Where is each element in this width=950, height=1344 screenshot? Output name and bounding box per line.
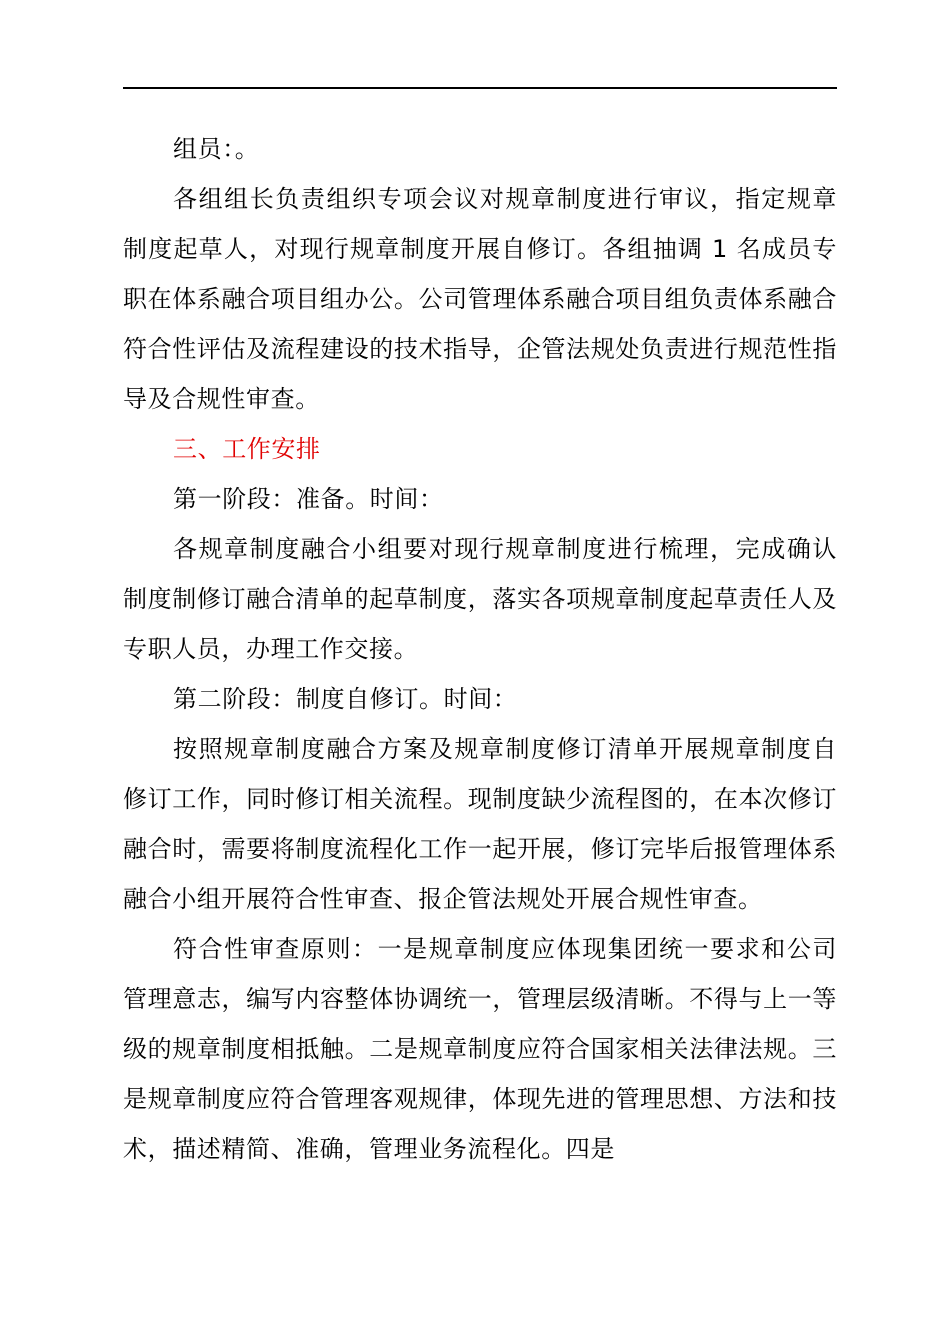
paragraph-phase-two-title: 第二阶段：制度自修订。时间： xyxy=(173,685,518,713)
paragraph-responsibilities: 各组组长负责组织专项会议对规章制度进行审议，指定规章制度起草人，对现行规章制度开展自修订。各组抽调 1 名成员专职在体系融合项目组办公。公司管理体系融合项目组负责体系融合符合性评估及流程建设的技术指导，企管法规处负责进行规范性指导及合规性审查。 xyxy=(123,185,837,413)
paragraph-members: 组员：。 xyxy=(173,135,260,163)
document-body xyxy=(123,124,837,1174)
paragraph-phase-two-body: 按照规章制度融合方案及规章制度修订清单开展规章制度自修订工作，同时修订相关流程。现制度缺少流程图的，在本次修订融合时，需要将制度流程化工作一起开展，修订完毕后报管理体系融合小组开展符合性审查、报企管法规处开展合规性审查。 xyxy=(123,735,837,913)
paragraph-phase-one-body: 各规章制度融合小组要对现行规章制度进行梳理，完成确认制度制修订融合清单的起草制度，落实各项规章制度起草责任人及专职人员，办理工作交接。 xyxy=(123,535,837,663)
paragraph-phase-one-title: 第一阶段：准备。时间： xyxy=(173,485,444,513)
section-heading-work-arrangement: 三、工作安排 xyxy=(173,435,321,463)
header-rule xyxy=(123,87,837,89)
paragraph-review-principles: 符合性审查原则：一是规章制度应体现集团统一要求和公司管理意志，编写内容整体协调统一，管理层级清晰。不得与上一等级的规章制度相抵触。二是规章制度应符合国家相关法律法规。三是规章制度应符合管理客观规律，体现先进的管理思想、方法和技术，描述精简、准确，管理业务流程化。四是 xyxy=(123,935,837,1163)
